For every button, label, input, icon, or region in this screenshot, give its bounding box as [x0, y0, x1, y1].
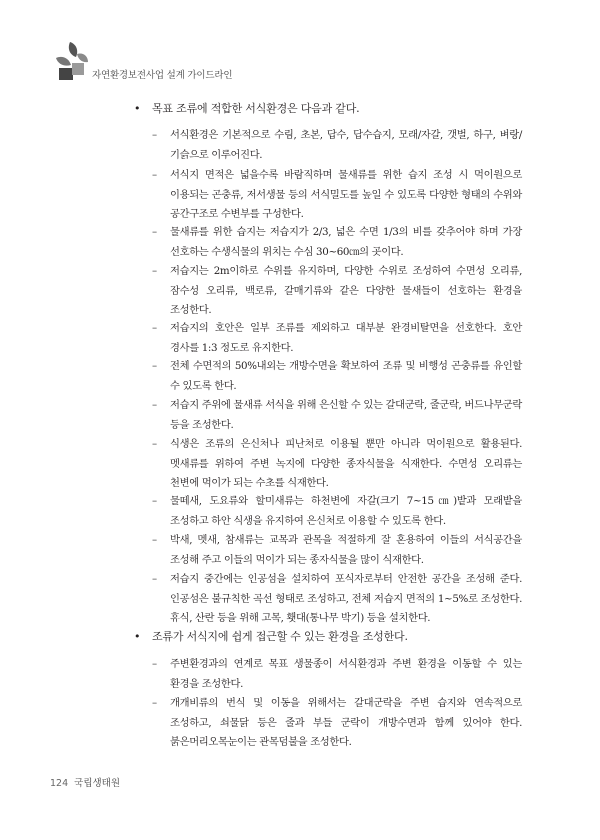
sub-item [152, 166, 522, 225]
sub-item [152, 357, 522, 396]
bullet-icon: • [134, 102, 141, 115]
sub-item [152, 492, 522, 531]
sub-item-text: 서식환경은 기본적으로 수림, 초본, 답수, 답수습지, 모래/자갈, 갯벌, 하구, 벼랑/기슭으로 이루어진다. [170, 129, 522, 161]
sub-item-text: 저습지의 호안은 일부 조류를 제외하고 대부분 완경비탈면을 선호한다. 호안 경사를 1:3 정도로 유지한다. [170, 322, 522, 354]
sub-item-text: 물새류를 위한 습지는 저습지가 2/3, 넓은 수면 1/3의 비를 갖추어야 하며 가장 선호하는 수생식물의 위치는 수심 30~60㎝의 곳이다. [170, 226, 522, 258]
sub-item [152, 435, 522, 494]
dash-marker: – [152, 697, 157, 709]
sub-item [152, 655, 522, 694]
sub-item-text: 전체 수면적의 50%내외는 개방수면을 확보하여 조류 및 비행성 곤충류를 유인할 수 있도록 한다. [170, 360, 522, 392]
bullet-icon: • [134, 630, 141, 643]
dash-marker: – [152, 322, 157, 334]
dash-marker: – [152, 534, 157, 546]
bullet-text: 조류가 서식지에 쉽게 접근할 수 있는 환경을 조성한다. [152, 630, 408, 643]
sub-item [152, 531, 522, 570]
bullet-item [134, 99, 359, 119]
sub-item-text: 저습지 중간에는 인공섬을 설치하여 포식자로부터 안전한 공간을 조성해 준다. 인공섬은 불규칙한 곡선 형태로 조성하고, 전체 저습지 면적의 1~5%로 조성한다. 휴식, 산란 등을 위해 고목, 횃대(통나무 박기) 등을 설치한다. [170, 573, 522, 625]
sub-item-text: 개개비류의 번식 및 이동을 위해서는 갈대군락을 주변 습지와 연속적으로 조성하고, 쇠물닭 등은 줄과 부들 군락이 개방수면과 함께 있어야 한다. 붉은머리오목눈이는 관목덤불을 조성한다. [170, 697, 522, 749]
sub-item [152, 694, 522, 753]
dash-marker: – [152, 573, 157, 585]
leaf-logo-icon [50, 38, 90, 82]
sub-item [152, 262, 522, 321]
sub-item-text: 저습지는 2m이하로 수위를 유지하며, 다양한 수위로 조성하여 수면성 오리류, 잠수성 오리류, 백로류, 갈매기류와 같은 다양한 물새들이 선호하는 환경을 조성한다. [170, 265, 522, 317]
dash-marker: – [152, 169, 157, 181]
page-number: 124 [50, 778, 69, 789]
sub-item-text: 주변환경과의 연계로 목표 생물종이 서식환경과 주변 환경을 이동할 수 있는 환경을 조성한다. [170, 658, 522, 690]
dash-marker: – [152, 129, 157, 141]
sub-item [152, 570, 522, 629]
sub-item-text: 서식지 면적은 넓을수록 바람직하며 물새류를 위한 습지 조성 시 먹이원으로 이용되는 곤충류, 저서생물 등의 서식밀도를 높일 수 있도록 다양한 형태의 수위와 공간구조로 수변부를 구성한다. [170, 169, 522, 221]
sub-item [152, 126, 522, 165]
page-header [50, 38, 350, 88]
sub-item-text: 박새, 멧새, 참새류는 교목과 관목을 적절하게 잘 혼용하여 이들의 서식공간을 조성해 주고 이들의 먹이가 되는 종자식물을 많이 식재한다. [170, 534, 522, 566]
dash-marker: – [152, 495, 157, 507]
dash-marker: – [152, 658, 157, 670]
footer-organization: 국립생태원 [74, 778, 121, 789]
dash-marker: – [152, 360, 157, 372]
sub-item-text: 식생은 조류의 은신처나 피난처로 이용될 뿐만 아니라 먹이원으로 활용된다. 멧새류를 위하여 주변 녹지에 다양한 종자식물을 식재한다. 수면성 오리류는 천변에 먹이가 되는 수초를 식재한다. [170, 438, 522, 490]
document-title: 자연환경보전사업 설계 가이드라인 [92, 70, 233, 81]
dash-marker: – [152, 399, 157, 411]
sub-item [152, 319, 522, 358]
page-footer [50, 775, 120, 789]
sub-item-text: 물떼새, 도요류와 할미새류는 하천변에 자갈(크기 7~15㎝)밭과 모래밭을 조성하고 하안 식생을 유지하여 은신처로 이용할 수 있도록 한다. [170, 495, 522, 527]
dash-marker: – [152, 438, 157, 450]
bullet-text: 목표 조류에 적합한 서식환경은 다음과 같다. [152, 102, 360, 115]
dash-marker: – [152, 226, 157, 238]
bullet-item [134, 627, 408, 647]
dash-marker: – [152, 265, 157, 277]
sub-item-text: 저습지 주위에 물새류 서식을 위해 은신할 수 있는 갈대군락, 줄군락, 버드나무군락 등을 조성한다. [170, 399, 522, 431]
sub-item [152, 396, 522, 435]
sub-item [152, 223, 522, 262]
